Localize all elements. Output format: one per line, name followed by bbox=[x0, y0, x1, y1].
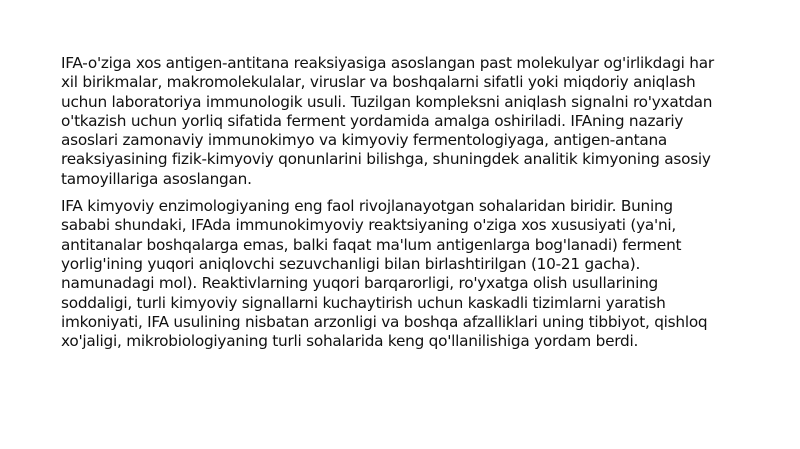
text-line: IFA kimyoviy enzimologiyaning eng faol rivojlanayotgan sohalaridan biridir. Buning bbox=[61, 197, 673, 216]
text-line: sababi shundaki, IFAda immunokimyoviy reaktsiyaning o'ziga xos xususiyati (ya'ni, bbox=[61, 216, 677, 235]
text-line: tamoyillariga asoslangan. bbox=[61, 169, 252, 188]
paragraph-1 bbox=[61, 54, 751, 189]
text-line: imkoniyati, IFA usulining nisbatan arzonligi va boshqa afzalliklari uning tibbiyot, qishloq bbox=[61, 312, 708, 331]
text-line: o'tkazish uchun yorliq sifatida ferment yordamida amalga oshiriladi. IFAning nazariy bbox=[61, 111, 684, 130]
text-line: xil birikmalar, makromolekulalar, viruslar va boshqalarni sifatli yoki miqdoriy aniqlash bbox=[61, 73, 696, 92]
text-line: reaksiyasining fizik-kimyoviy qonunlarini bilishga, shuningdek analitik kimyoning asosiy bbox=[61, 150, 711, 169]
text-line: uchun laboratoriya immunologik usuli. Tuzilgan kompleksni aniqlash signalni ro'yxatdan bbox=[61, 92, 713, 111]
text-line: yorlig'ining yuqori aniqlovchi sezuvchanligi bilan birlashtirilgan (10-21 gacha). bbox=[61, 254, 641, 273]
paragraph-2 bbox=[61, 197, 751, 351]
text-line: antitanalar boshqalarga emas, balki faqat ma'lum antigenlarga bog'lanadi) ferment bbox=[61, 235, 682, 254]
text-line: asoslari zamonaviy immunokimyo va kimyoviy fermentologiyaga, antigen-antana bbox=[61, 131, 668, 150]
text-line: xo'jaligi, mikrobiologiyaning turli sohalarida keng qo'llanilishiga yordam berdi. bbox=[61, 332, 639, 351]
text-line: IFA-o'ziga xos antigen-antitana reaksiyasiga asoslangan past molekulyar og'irlikdagi har bbox=[61, 54, 714, 72]
text-line: namunadagi mol). Reaktivlarning yuqori barqarorligi, ro'yxatga olish usullarining bbox=[61, 274, 658, 293]
text-line: soddaligi, turli kimyoviy signallarni kuchaytirish uchun kaskadli tizimlarni yaratish bbox=[61, 293, 666, 312]
body-text bbox=[61, 54, 751, 351]
